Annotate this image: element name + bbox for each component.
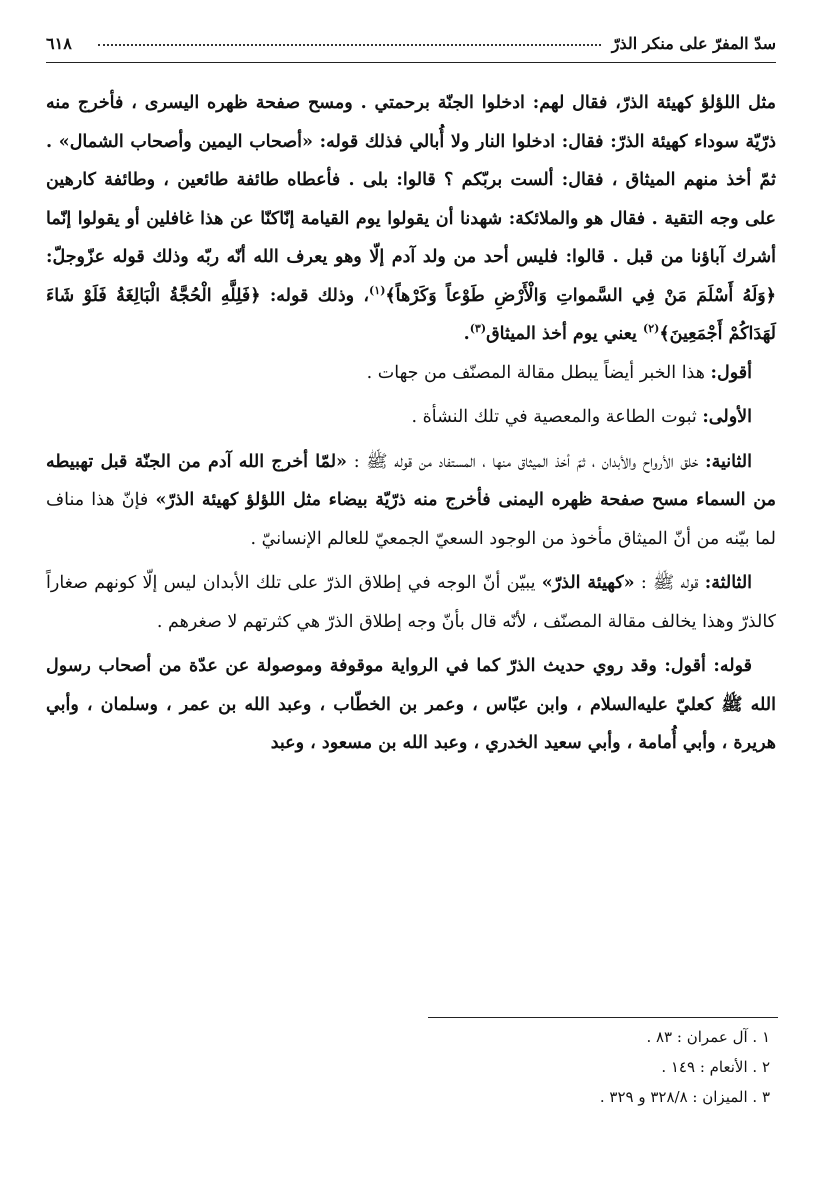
footnote-ref-2: (٢) <box>643 322 660 336</box>
narration-text-3: يعني يوم أخذ الميثاق <box>486 324 637 344</box>
second-text-2: فإنّ هذا مناف لما بيّنه من أنّ الميثاق مأخوذ من الوجود السعيّ الجمعيّ للعالم الإنسانيّ . <box>46 490 776 549</box>
footnote-ref-3: (٣) <box>469 322 487 336</box>
narration-text: مثل اللؤلؤ كهيئة الذرّ، فقال لهم: ادخلوا الجنّة برحمتي . ومسح صفحة ظهره اليسرى ، فأخرج منه ذرّيّة سوداء كهيئة الذرّ: فقال: ادخلوا النار ولا أُبالي فذلك قوله: «أصحاب اليمين وأصحاب الشمال» . ثمّ أخذ منهم الميثاق ، فقال: ألست بربّكم ؟ قالوا: بلى . فأعطاه طائفة طائعين ، وطائفة كارهين على وجه التقية . فقال هو والملائكة: شهدنا أن يقولوا يوم القيامة إنّاكنّا عن هذا غافلين أو يقولوا إنّما أشرك آباؤنا من قبل . قالوا: فليس أحد من ولد آدم إلّا وهو يعرف الله أنّه ربّه وذلك قوله عزّوجلّ: ﴿وَلَهُ أَسْلَمَ مَنْ فِي السَّمواتِ وَالْأَرْضِ طَوْعاً وَكَرْهاً﴾ <box>46 93 776 306</box>
third-text-2: يبيّن أنّ الوجه في إطلاق الذرّ على تلك الأبدان ليس إلّا كونهم صغاراً كالذرّ وهذا يخالف مقالة المصنّف ، لأنّه قال بأنّ وجه إطلاق الذرّ هي كثرتهم لا صغرهم . <box>46 573 776 632</box>
third-label: الثالثة: <box>704 573 753 593</box>
paragraph-qawluhu <box>46 647 776 763</box>
first-label: الأولى: <box>702 407 752 427</box>
third-text: قوله ﷺ : <box>640 573 699 593</box>
footnotes <box>46 1022 776 1112</box>
footnote-1: ١ . آل عمران : ٨٣ . <box>646 1028 770 1046</box>
qawluhu-text: قوله: أقول: وقد روي حديث الذرّ كما في الرواية موقوفة وموصولة عن عدّة من أصحاب رسول الله ﷺ كعليّ عليه‌السلام ، وابن عبّاس ، وعمر بن الخطّاب ، وعبد الله بن عمر ، وسلمان ، وأبي هريرة ، وأبي أُمامة ، وأبي سعيد الخدري ، وعبد الله بن مسعود ، وعبد <box>46 656 776 753</box>
footnote-ref-1: (١) <box>369 283 386 297</box>
second-text: خلق الأرواح والأبدان ، ثمّ أخذ الميثاق منها ، المستفاد من قوله ﷺ : <box>353 451 699 472</box>
third-quote: «كهيئة الذرّ» <box>541 573 635 593</box>
main-text <box>46 84 776 763</box>
running-title: سدّ المفرّ على منكر الذرّ <box>611 34 776 53</box>
paragraph-second <box>46 443 776 559</box>
paragraph-first <box>46 398 776 437</box>
footnote-separator <box>428 1017 778 1018</box>
aqul-text: هذا الخبر أيضاً يبطل مقالة المصنّف من جهات . <box>366 362 705 383</box>
paragraph-third <box>46 564 776 641</box>
narration-text-2: ، وذلك قوله: ﴿فَلِلَّهِ الْحُجَّةُ الْبَالِغَةُ فَلَوْ شَاءَ لَهَدَاكُمْ أَجْمَعِينَ﴾ <box>46 285 776 344</box>
aqul-label: أقول: <box>710 362 752 383</box>
footnote-3: ٣ . الميزان : ٣٢٨/٨ و ٣٢٩ . <box>599 1088 770 1106</box>
first-text: ثبوت الطاعة والمعصية في تلك النشأة . <box>411 407 697 427</box>
second-label: الثانية: <box>705 451 752 472</box>
footnote-2: ٢ . الأنعام : ١٤٩ . <box>661 1058 770 1076</box>
narration-end: . <box>463 324 470 344</box>
paragraph-narration <box>46 84 776 354</box>
second-quote: «لمّا أخرج الله آدم من الجنّة قبل تهبيطه من السماء مسح صفحة ظهره اليمنى فأخرج منه ذرّيّة بيضاء مثل اللؤلؤ كهيئة الذرّ» <box>46 451 776 510</box>
page-number: ٦١٨ <box>46 34 72 53</box>
paragraph-aqul <box>46 354 776 393</box>
header-leader-dots <box>98 44 601 46</box>
page-header <box>46 28 776 63</box>
